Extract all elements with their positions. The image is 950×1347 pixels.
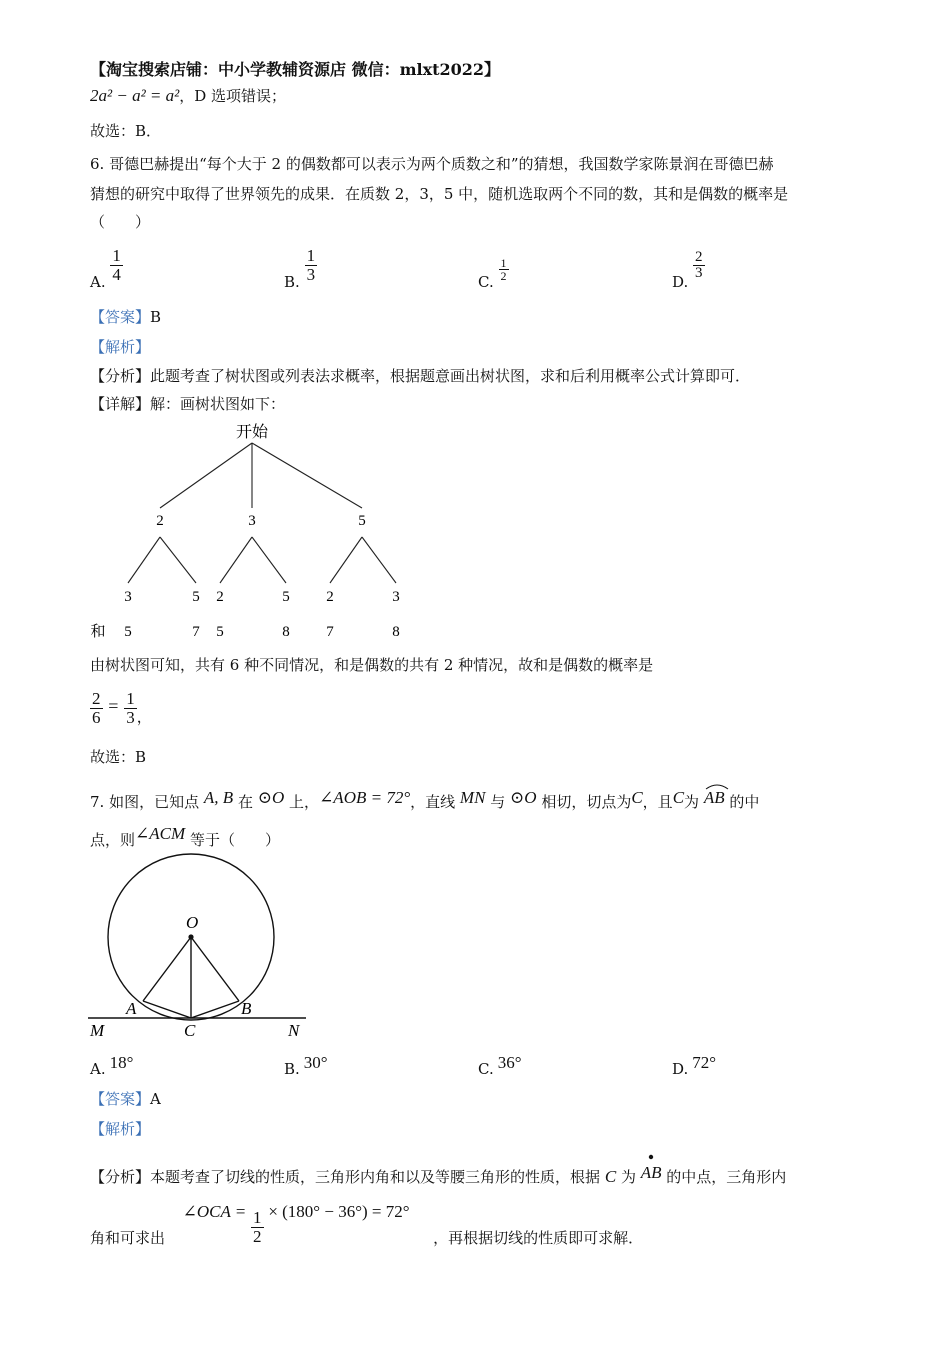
- frac-den: 3: [695, 265, 703, 281]
- tree-sum: 8: [392, 624, 400, 640]
- q6-option-a-fraction: [110, 247, 123, 284]
- q6-option-c-fraction: [499, 257, 509, 282]
- tree-l1-node: 2: [156, 513, 164, 529]
- label-a: A: [126, 999, 137, 1018]
- q7-option-c: [478, 1053, 522, 1079]
- q7-geometry-figure: [86, 848, 312, 1040]
- q7-circle-o: ⊙O: [510, 788, 537, 807]
- q7-stem-text: 7. 如图，已知点: [90, 793, 200, 811]
- q6-analysis-label: 【解析】: [90, 338, 151, 356]
- q7-line-mn: MN: [459, 788, 486, 807]
- q7-fenxi-arc-ab: [641, 1163, 662, 1182]
- q6-fenxi-label: 【分析】: [90, 367, 151, 385]
- tree-l2-node: 5: [282, 589, 290, 605]
- q7-fenxi-arc-label: AB: [640, 1163, 662, 1182]
- tree-sum: 5: [216, 624, 224, 640]
- q7-stem-line2: [90, 824, 280, 850]
- q6-stem-line2: 猜想的研究中取得了世界领先的成果．在质数 2，3，5 中，随机选取两个不同的数，其和是偶数的概率是: [90, 185, 789, 203]
- frac-den: 2: [253, 1227, 262, 1246]
- q6-calc-eq: =: [108, 696, 119, 716]
- tree-sum: 8: [282, 624, 290, 640]
- q6-answer: B: [150, 308, 162, 326]
- q6-stem-line1: 6. 哥德巴赫提出“每个大于 2 的偶数都可以表示为两个质数之和”的猜想，我国数学家陈景润在哥德巴赫: [90, 155, 774, 173]
- label-n: N: [288, 1021, 300, 1040]
- tree-sum-label: 和: [90, 624, 106, 640]
- q7-answer-label: 【答案】: [90, 1090, 151, 1108]
- q7-analysis-label: 【解析】: [90, 1120, 151, 1138]
- label-b: B: [241, 999, 252, 1018]
- frac-den: 2: [500, 269, 507, 283]
- figure-segments: [143, 937, 239, 1018]
- q7-point-c: C: [672, 788, 685, 807]
- frac-num: 1: [112, 246, 121, 265]
- q7-formula-lhs: ∠OCA =: [182, 1202, 247, 1221]
- frac-num: 2: [695, 249, 703, 265]
- tree-l2-node: 3: [124, 589, 132, 605]
- q7-formula-rhs: × (180° − 36°) = 72°: [268, 1202, 410, 1221]
- q7-option-a-value: 18°: [109, 1053, 134, 1072]
- tree-l2-node: 2: [216, 589, 224, 605]
- q7-option-c-letter: C.: [478, 1060, 494, 1078]
- q7-arc-ab-label: AB: [703, 788, 725, 807]
- q6-calc-tail: ，: [136, 708, 152, 726]
- label-m: M: [90, 1021, 105, 1040]
- q7-fenxi-label: 【分析】: [90, 1168, 151, 1186]
- q7-arc-ab: [704, 788, 725, 807]
- q7-stem-text: 点，则: [90, 831, 136, 849]
- tree-l2-node: 2: [326, 589, 334, 605]
- q6-option-a-letter: A.: [90, 273, 106, 291]
- q7-option-b: [284, 1053, 328, 1079]
- center-point-o: [188, 934, 193, 939]
- q6-answer-line: [90, 307, 161, 327]
- label-o: O: [186, 913, 199, 932]
- q6-option-d-letter: D.: [672, 273, 689, 291]
- q7-fenxi-text: 角和可求出: [90, 1229, 166, 1247]
- tree-sum: 7: [326, 624, 334, 640]
- q7-fenxi-text: 本题考查了切线的性质，三角形内角和以及等腰三角形的性质，根据: [150, 1168, 601, 1186]
- q7-stem-text: 与: [490, 793, 506, 811]
- q7-stem-text: 相切，切点为: [541, 793, 632, 811]
- frac-den: 3: [126, 707, 135, 727]
- tree-l2-node: 3: [392, 589, 400, 605]
- q6-fenxi-text: 此题考查了树状图或列表法求概率，根据题意画出树状图，求和后利用概率公式计算即可．: [150, 367, 751, 385]
- frac-num: 1: [253, 1208, 262, 1227]
- prev-conclusion: 故选：B．: [90, 122, 162, 140]
- prev-formula-line: [90, 86, 286, 106]
- frac-den: 3: [306, 265, 316, 284]
- q7-circle-o: ⊙O: [257, 788, 285, 807]
- q7-stem-text: 上，: [289, 793, 320, 811]
- arc-dot-icon: [644, 1154, 658, 1162]
- q6-option-a: [90, 242, 123, 292]
- q6-fenxi-line: [90, 366, 750, 386]
- q7-fenxi-text: ，再根据切线的性质即可求解．: [433, 1229, 644, 1247]
- frac-num: 1: [306, 246, 316, 265]
- tree-sum: 5: [124, 624, 132, 640]
- q7-stem-text: 在: [237, 793, 253, 811]
- frac-den: 6: [92, 707, 101, 727]
- q6-detail-line: [90, 394, 285, 414]
- q6-conclusion-text: 由树状图可知，共有 6 种不同情况，和是偶数的共有 2 种情况，故和是偶数的概率是: [90, 656, 654, 674]
- tree-sum: 7: [192, 624, 200, 640]
- prev-formula: 2a² − a² = a²: [90, 86, 180, 105]
- frac-num: 1: [126, 688, 135, 708]
- q7-fenxi-line2: [90, 1196, 643, 1250]
- q7-stem-text: 等于（ ）: [189, 831, 280, 849]
- q6-option-b-letter: B.: [284, 273, 300, 291]
- q6-calc-frac2: [124, 690, 137, 727]
- q7-angle-aob: ∠AOB = 72°: [319, 788, 411, 807]
- q7-option-d: [672, 1053, 716, 1079]
- label-c: C: [184, 1021, 196, 1040]
- q6-option-c: [478, 242, 509, 292]
- q6-option-b-fraction: [305, 247, 318, 284]
- q6-calc-frac1: [90, 690, 103, 727]
- q7-option-b-value: 30°: [303, 1053, 328, 1072]
- prev-suffix: ，D 选项错误；: [179, 87, 287, 105]
- tree-diagram: [80, 415, 420, 645]
- q7-option-c-value: 36°: [497, 1053, 522, 1072]
- q6-answer-label: 【答案】: [90, 308, 151, 326]
- q7-answer-line: [90, 1089, 161, 1109]
- q7-stem-text: ，直线: [410, 793, 456, 811]
- header-banner: 【淘宝搜索店铺：中小学教辅资源店 微信：mlxt2022】: [90, 60, 501, 79]
- frac-den: 4: [112, 265, 121, 284]
- q7-fenxi-line: [90, 1163, 786, 1187]
- q7-points-ab: A, B: [203, 788, 234, 807]
- q7-stem-text: 的中: [729, 793, 760, 811]
- q7-stem-text: ，且: [642, 793, 673, 811]
- q7-point-c: C: [631, 788, 643, 807]
- tree-l2-node: 5: [192, 589, 200, 605]
- tree-l1-node: 5: [358, 513, 366, 529]
- tree-root: 开始: [235, 424, 269, 441]
- q6-stem-line3: （ ）: [90, 213, 151, 231]
- q7-fenxi-point-c: C: [604, 1167, 617, 1186]
- frac-num: 1: [500, 256, 507, 270]
- q7-option-a: [90, 1053, 133, 1079]
- q6-calc: [90, 686, 152, 732]
- q7-stem-text: 为: [684, 793, 700, 811]
- q7-option-b-letter: B.: [284, 1060, 300, 1078]
- q7-stem-line1: [90, 788, 759, 812]
- q7-answer: A: [150, 1090, 161, 1108]
- q7-fenxi-text: 的中点，三角形内: [666, 1168, 787, 1186]
- frac-num: 2: [92, 688, 101, 708]
- q6-option-c-letter: C.: [478, 273, 494, 291]
- q6-detail-text: 解：画树状图如下：: [150, 395, 286, 413]
- q6-option-d: [672, 242, 705, 292]
- tree-branches: [128, 443, 396, 583]
- q6-option-d-fraction: [693, 250, 705, 281]
- q6-final: 故选：B: [90, 748, 147, 766]
- q7-fenxi-text: 为: [620, 1168, 636, 1186]
- q7-angle-acm: ∠ACM: [135, 824, 186, 843]
- q6-detail-label: 【详解】: [90, 395, 151, 413]
- arc-mark-icon: [704, 782, 730, 790]
- q7-formula-frac: [251, 1209, 264, 1246]
- q7-option-d-letter: D.: [672, 1060, 689, 1078]
- q6-option-b: [284, 242, 317, 292]
- q7-option-d-value: 72°: [692, 1053, 717, 1072]
- q7-option-a-letter: A.: [90, 1060, 106, 1078]
- tree-l1-node: 3: [248, 513, 256, 529]
